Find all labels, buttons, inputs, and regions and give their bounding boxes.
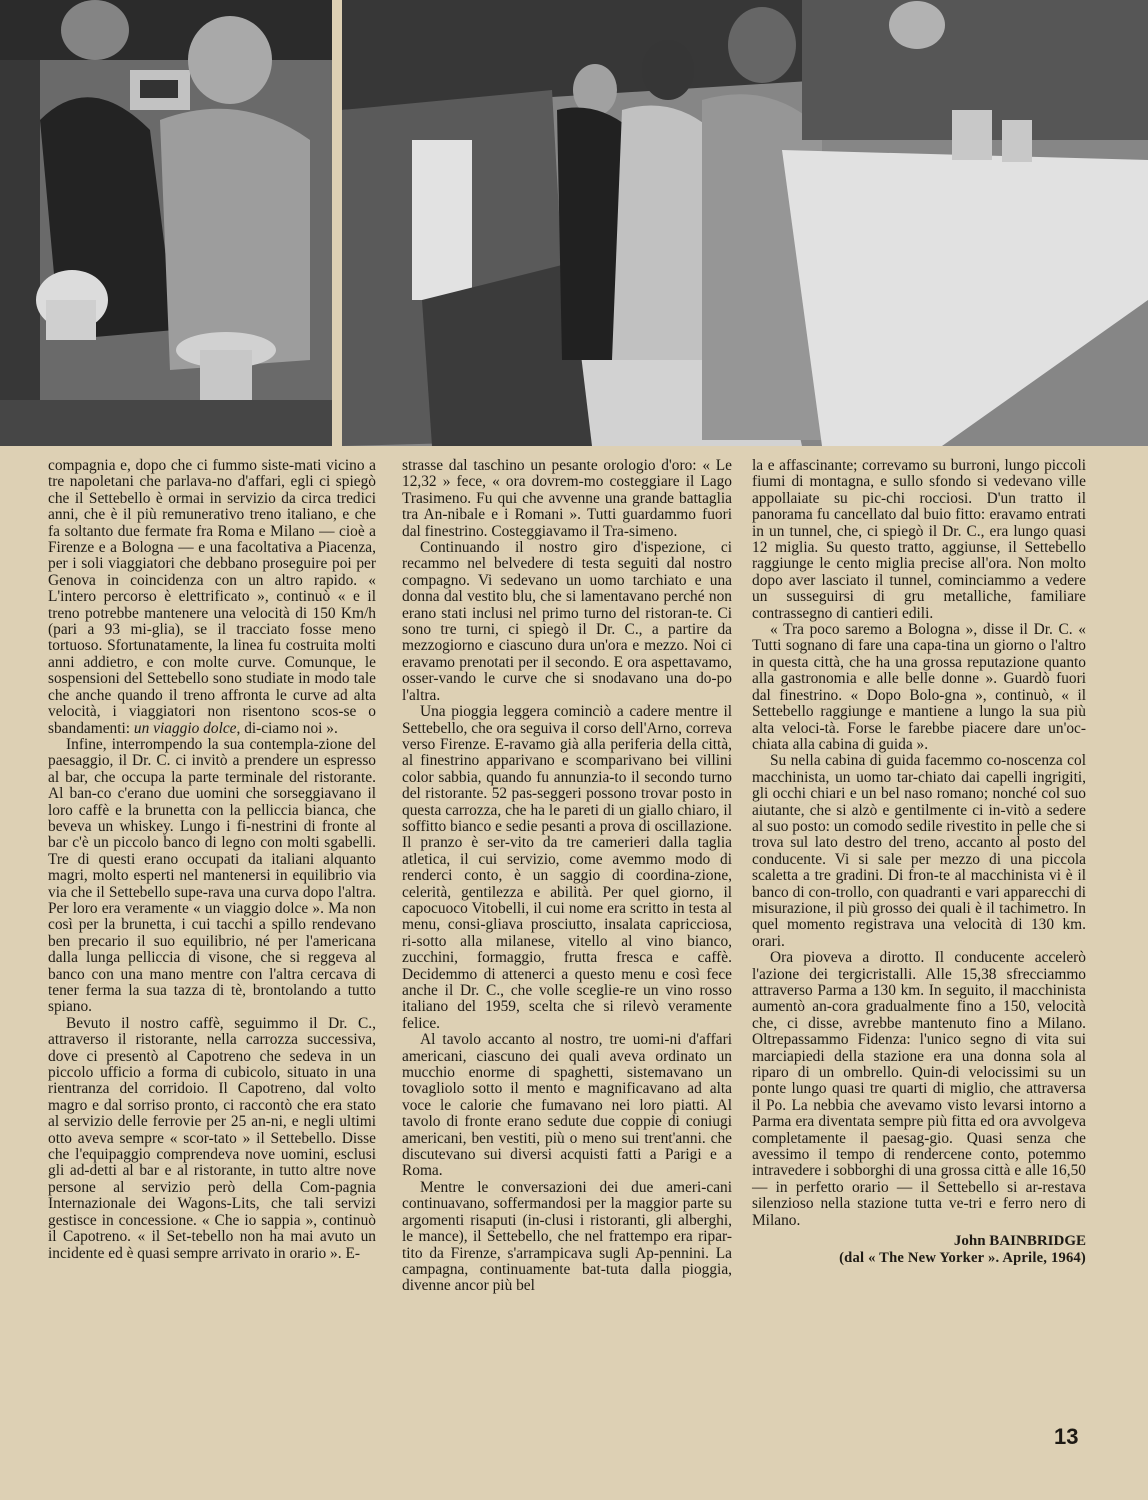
- paragraph: Al tavolo accanto al nostro, tre uomi-ni d'affari americani, ciascuno dei quali aveva ordinato un mucchio enorme di spaghetti, sistemavano un tovagliolo sotto il mento e magnificavano ad alta voce le calorie che fumavano nei loro piatti. Al tavolo di fronte erano sedute due coppie di coniugi americani, ben vestiti, più o meno sui trent'anni. che discutevano sui diversi acquisti fatti a Parigi e a Roma.: [402, 1031, 732, 1180]
- paragraph-text: compagnia e, dopo che ci fummo siste-mati vicino a tre napoletani che parlava-no d'affari, egli ci spiegò che il Settebello è ormai in servizio da circa tredici anni, che è il più remunerativo treno italiano, e che fa soltanto due fermate fra Roma e Milano — cioè a Firenze e a Bologna — e una facoltativa a Piacenza, per i soli viaggiatori che debbano proseguire poi per Genova in coincidenza con un altro rapido. « L'intero percorso è elettrificato », continuò « e il treno potrebbe mantenere una velocità di 150 Km/h (pari a 93 mi-glia), se il tracciato fosse meno tortuoso. Sfortunatamente, la linea fu costruita molti anni addietro, e con molte curve. Comunque, le sospensioni del Settebello sono studiate in modo tale che anche quando il treno affronta le curve ad alta velocità, i viaggiatori non risentono scos-se o sbandamenti:: [48, 457, 376, 737]
- paragraph: strasse dal taschino un pesante orologio d'oro: « Le 12,32 » fece, « ora dovrem-mo costeggiare il Lago Trasimeno. Fu qui che avvenne una grande battaglia tra An-nibale e i Romani ». Tutti guardammo fuori dal finestrino. Costeggiavamo il Tra-simeno.: [402, 457, 732, 540]
- author-byline: John BAINBRIDGE: [953, 1233, 1086, 1250]
- paragraph: Infine, interrompendo la sua contempla-zione del paesaggio, il Dr. C. ci invitò a prendere un espresso al bar, che occupa la parte terminale del ristorante. Al ban-co c'erano due uomini che sorseggiavano il loro caffè e la brunetta con la pelliccia bianca, che beveva un whiskey. Lungo i fi-nestrini di fronte al bar c'è un piccolo banco di legno con molti sgabelli. Tre di questi erano occupati da italiani alquanto magri, molto esperti nel mantenersi in equilibrio via via che il Settebello supe-rava una curva dopo l'altra. Per loro era veramente « un viaggio dolce ». Ma non così per la brunetta, i cui tacchi a spillo rendevano ben precario il suo equilibrio, né per l'americana dalla lunga pelliccia di visone, che si reggeva al banco con una mano mentre con l'altra cercava di tener ferma la sua tazza di tè, brontolando a tutto spiano.: [48, 735, 376, 1016]
- article-column-3: [752, 458, 1086, 1266]
- paragraph: « Tra poco saremo a Bologna », disse il Dr. C. « Tutti sognano di fare una capa-tina un giorno o l'altro in questa città, che ha una grossa reputazione quanto alla gastronomia e alle belle donne ». Guardò fuori dal finestrino. « Dopo Bolo-gna », continuò, « il Settebello raggiunge e mantiene a lungo la sua più alta veloci-tà. Forse le farebbe piacere dare un'oc-chiata alla cabina di guida ».: [752, 621, 1086, 753]
- paragraph: Bevuto il nostro caffè, seguimmo il Dr. C., attraverso il ristorante, nella carrozza successiva, dove ci presentò al Capotreno che sedeva in un piccolo ufficio a forma di cubicolo, situato in una rientranza del corridoio. Il Capotreno, dal volto magro e dal sorriso pronto, ci raccontò che era stato al servizio delle ferrovie per 25 an-ni, e negli ultimi otto aveva sempre « scor-tato » il Settebello. Disse che l'equipaggio comprendeva nove uomini, esclusi gli ad-detti al bar e al ristorante, in tutto altre nove persone al servizio però della Com-pagnia Internazionale dei Wagons-Lits, che tali servizi gestisce in concessione. « Che io sappia », continuò il Capotreno. « il Set-tebello non ha mai avuto un incidente ed è quasi sempre arrivato in orario ». E-: [48, 1014, 376, 1262]
- paragraph-text: , di-ciamo noi ».: [236, 719, 338, 737]
- photo-train-lounge: [0, 0, 332, 446]
- paragraph: la e affascinante; correvamo su burroni, lungo piccoli fiumi di montagna, e sullo sfondo si vedevano ville appollaiate su pic-chi rocciosi. D'un tratto il panorama fu cancellato dal buio fitto: eravamo entrati in un tunnel, che, ci spiegò il Dr. C., era lungo quasi 12 miglia. Su questo tratto, aggiunse, il Settebello raggiunge le cento miglia precise all'ora. Non molto dopo aver lasciato il tunnel, cominciammo a vedere un susseguirsi di gru metalliche, familiare contrassegno di cantieri edili.: [752, 457, 1086, 622]
- paragraph: Mentre le conversazioni dei due ameri-cani continuavano, soffermandosi per la maggior parte su argomenti risaputi (in-clusi i ristoranti, gli alberghi, le mance), il Settebello, che nel frattempo era ripar-tito da Firenze, s'arrampicava sugli Ap-pennini. La campagna, continuamente bat-tuta dalla pioggia, divenne ancor più bel: [402, 1178, 732, 1295]
- paragraph: Su nella cabina di guida facemmo co-noscenza col macchinista, un uomo tar-chiato dai capelli ingrigiti, gli occhi chiari e un bel naso romano; nonché col suo aiutante, che si alzò e gentilmente ci in-vitò a sedere al suo posto: un comodo sedile rivestito in pelle che si trova sul lato destro del treno, accanto al posto del conducente. Vi si sale per mezzo di una piccola scaletta a tre gradini. Di fron-te al macchinista vi è il banco di con-trollo, con quadranti e vari apparecchi di misurazione, il più grosso dei quali è il tachimetro. In quel momento registrava una velocità di 130 km. orari.: [752, 752, 1086, 950]
- article-column-2: [402, 458, 732, 1295]
- source-credit: (dal « The New Yorker ». Aprile, 1964): [839, 1249, 1086, 1266]
- paragraph: Una pioggia leggera cominciò a cadere mentre il Settebello, che ora seguiva il corso dell'Arno, correva verso Firenze. E-ravamo già alla periferia della città, al finestrino apparivano e scomparivano bei villini color sabbia, quando fu annunzia-to il secondo turno del ristorante. 52 pas-seggeri possono trovar posto in questa carrozza, che ha le pareti di un giallo chiaro, il soffitto bianco e sedie pesanti a prova di oscillazione. Il pranzo è ser-vito da tre camerieri dalla taglia atletica, il cui servizio, come avemmo modo di renderci conto, è un saggio di coordina-zione, celerità, gentilezza e abilità. Per quel giorno, il capocuoco Vitobelli, il cui nome era scritto in testa al menu, consi-gliava prosciutto, insalata capricciosa, ri-sotto alla milanese, vitello al vino bianco, zucchini, formaggio, frutta fresca e caffè. Decidemmo di attenerci a questo menu e così fece anche il Dr. C., che volle sceglie-re un vino rosso italiano del 1959, scelta che si rilevò veramente felice.: [402, 703, 732, 1032]
- article-column-1: [48, 458, 376, 1262]
- photo-train-bar: [342, 0, 1148, 446]
- page-number: 13: [1054, 1424, 1079, 1449]
- photo-train-bar-image: [342, 0, 1148, 446]
- paragraph: Continuando il nostro giro d'ispezione, ci recammo nel belvedere di testa seguiti dal nostro compagno. Vi sedevano un uomo tarchiato e una donna dal vestito blu, che si lamentavano perché non erano stati inclusi nel primo turno del ristoran-te. Ci sono tre turni, ci spiegò il Dr. C., a partire da mezzogiorno e ciascuno dura un'ora e mezzo. Noi ci eravamo prenotati per il secondo. E ora aspettavamo, osser-vando le curve che si snodavano una do-po l'altra.: [402, 539, 732, 704]
- paragraph-italic: un viaggio dolce: [133, 719, 237, 737]
- paragraph: Ora pioveva a dirotto. Il conducente accelerò l'azione dei tergicristalli. Alle 15,38 sfrecciammo attraverso Parma a 130 km. In seguito, il macchinista aumentò an-cora gradualmente fino a 150, velocità che, ci disse, avrebbe mantenuto fino a Milano. Oltrepassammo Fidenza: l'unico segno di vita sui marciapiedi della stazione era una donna sola al riparo di un ombrello. Quin-di velocissimi su un ponte lungo quasi tre quarti di miglio, che attraversa il Po. La nebbia che avevamo visto levarsi intorno a Parma era diventata sempre più fitta ed ora avvolgeva completamente il paesag-gio. Quasi senza che avessimo il tempo di rendercene conto, potemmo intravedere i sobborghi di una grossa città e alle 16,50 — in perfetto orario — il Settebello si ar-restava silenzioso nella stazione tutta ve-tri e ferro nero di Milano.: [752, 949, 1086, 1229]
- photo-train-lounge-image: [0, 0, 332, 446]
- paragraph: [48, 458, 376, 737]
